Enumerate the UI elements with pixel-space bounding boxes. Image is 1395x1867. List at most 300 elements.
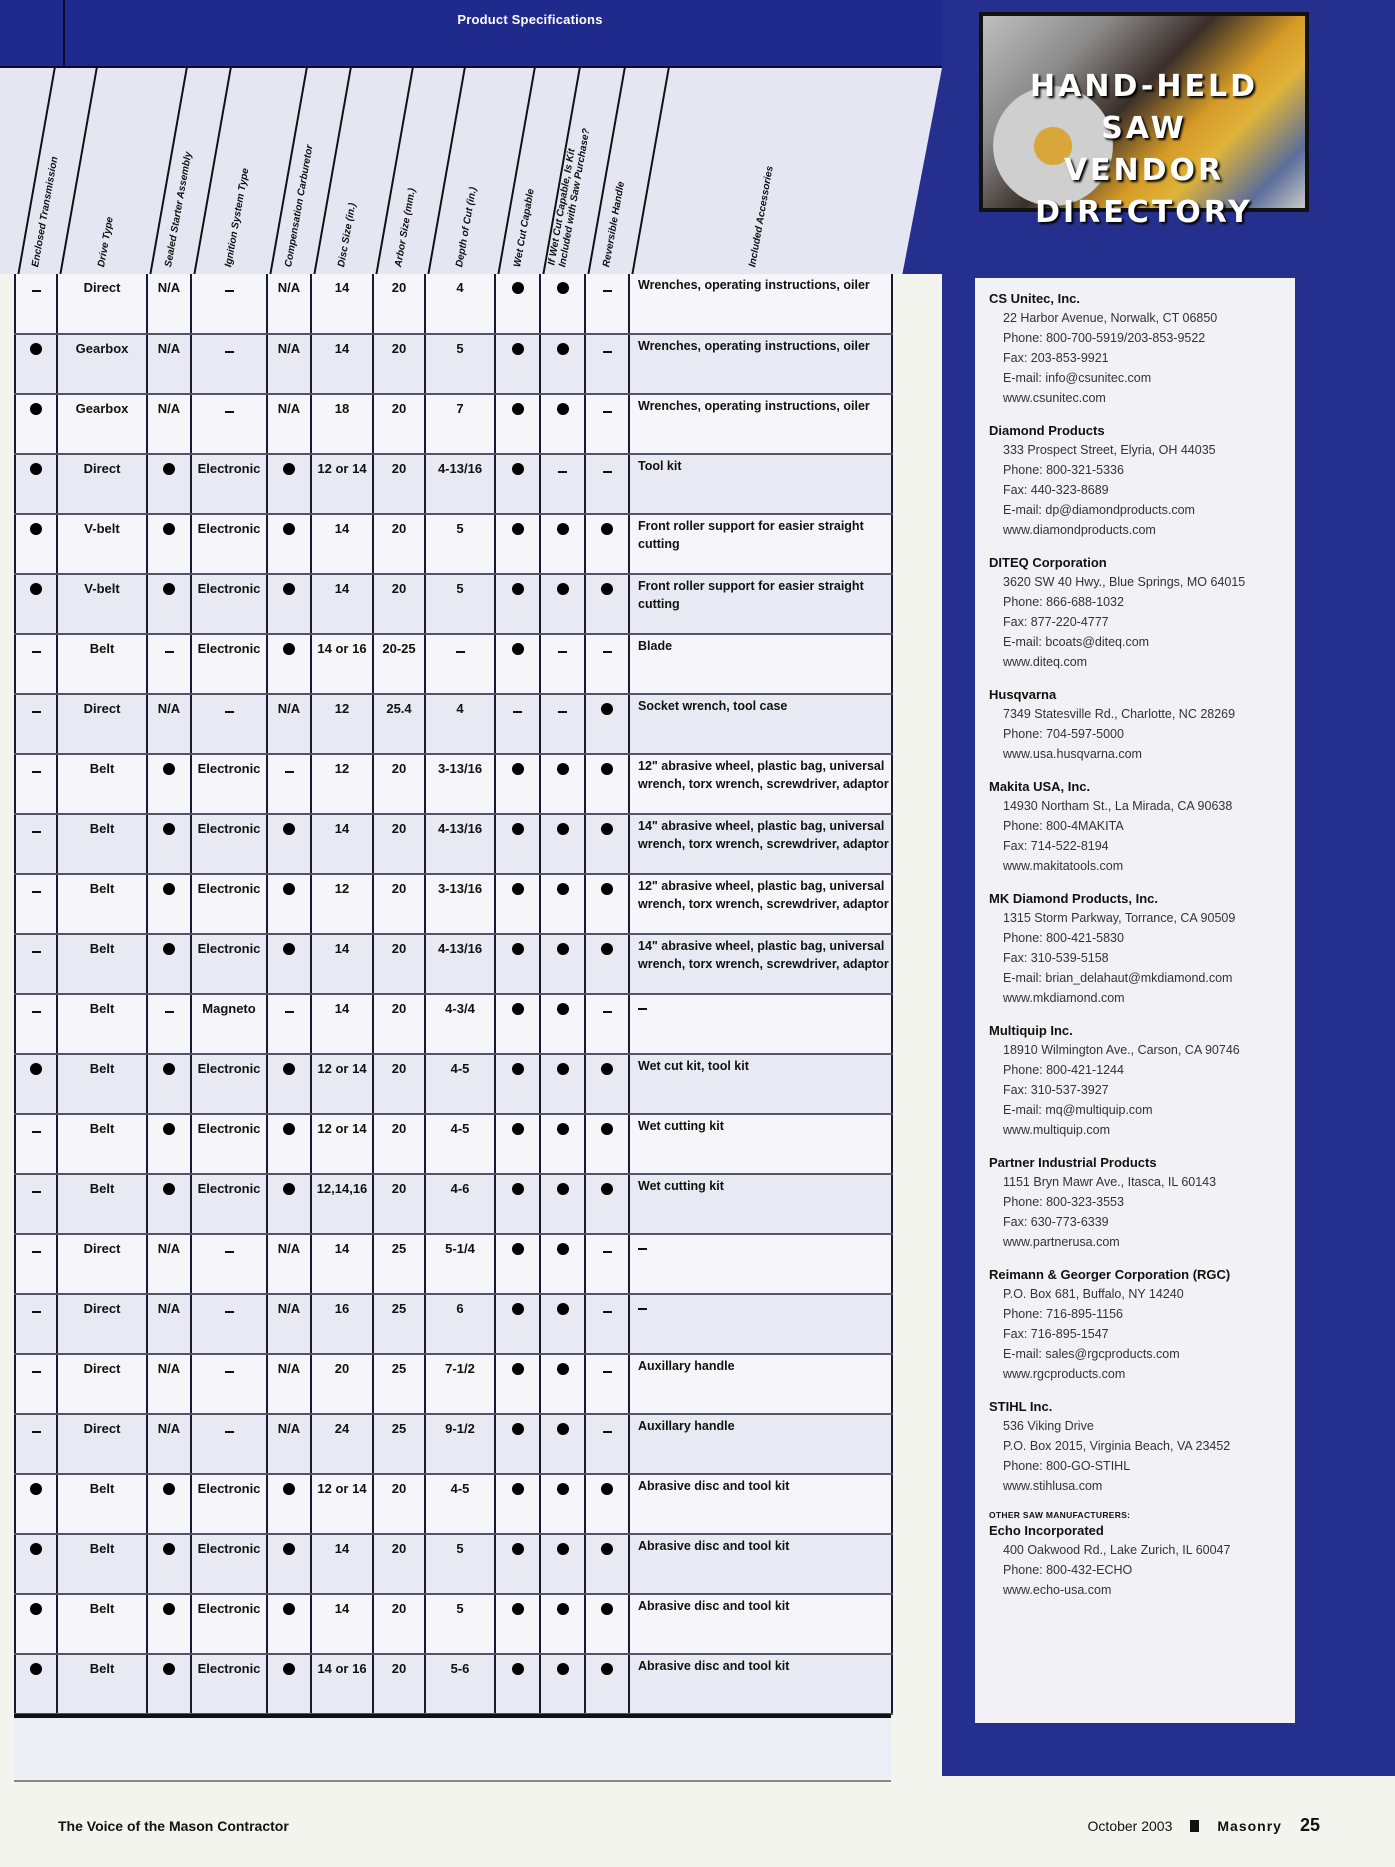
- table-cell: [15, 1654, 57, 1714]
- cell-text: 20: [391, 941, 407, 956]
- vendor-directory-photo: [979, 12, 1309, 230]
- table-cell: [585, 1594, 629, 1654]
- table-cell: [57, 1594, 147, 1654]
- cell-text: 6: [456, 1301, 464, 1316]
- table-cell: [495, 1654, 540, 1714]
- column-header: Sealed Starter Assembly: [163, 150, 195, 268]
- cell-text: N/A: [277, 1241, 301, 1256]
- filled-dot-icon: [557, 1603, 569, 1615]
- vendor-entry: [989, 1154, 1281, 1252]
- directory-title-line-1: HAND-HELD SAW: [1030, 69, 1258, 146]
- vendor-entry: [989, 422, 1281, 540]
- table-cell: [425, 1294, 495, 1354]
- cell-text: 20: [391, 1061, 407, 1076]
- cell-text: 4-13/16: [437, 941, 483, 956]
- table-cell: [425, 1354, 495, 1414]
- table-cell: [311, 1654, 373, 1714]
- table-cell: [191, 634, 267, 694]
- cell-text: 14: [334, 280, 350, 295]
- table-cell: [191, 274, 267, 334]
- table-row: [15, 934, 892, 994]
- vendor-email[interactable]: E-mail: brian_delahaut@mkdiamond.com: [1003, 971, 1233, 985]
- table-cell: [15, 1414, 57, 1474]
- table-cell: [425, 1534, 495, 1594]
- vendor-website[interactable]: www.stihlusa.com: [1003, 1479, 1103, 1493]
- table-cell: [311, 934, 373, 994]
- cell-text: 12" abrasive wheel, plastic bag, universal wrench, torx wrench, screwdriver, adaptor: [638, 879, 889, 911]
- table-cell: [311, 1114, 373, 1174]
- filled-dot-icon: [557, 1483, 569, 1495]
- dash-icon: [32, 1431, 41, 1433]
- dash-icon: [603, 1431, 612, 1433]
- vendor-website[interactable]: www.partnerusa.com: [1003, 1235, 1120, 1249]
- table-cell: [585, 1054, 629, 1114]
- table-cell: [540, 934, 585, 994]
- vendor-entry: [989, 1522, 1281, 1600]
- vendor-entry: [989, 1266, 1281, 1384]
- table-cell: [267, 634, 311, 694]
- cell-text: 25: [391, 1301, 407, 1316]
- column-header: Wet Cut Capable: [511, 188, 537, 268]
- filled-dot-icon: [30, 583, 42, 595]
- column-headers: [0, 66, 942, 274]
- table-row: [15, 454, 892, 514]
- vendor-website[interactable]: www.diteq.com: [1003, 655, 1088, 669]
- vendor-website[interactable]: www.diamondproducts.com: [1003, 523, 1156, 537]
- table-cell: [147, 454, 191, 514]
- cell-text: 25: [391, 1241, 407, 1256]
- cell-text: 4-5: [450, 1481, 470, 1496]
- table-cell: [585, 874, 629, 934]
- table-cell: [191, 814, 267, 874]
- dash-icon: [32, 891, 41, 893]
- filled-dot-icon: [601, 1123, 613, 1135]
- filled-dot-icon: [30, 463, 42, 475]
- dash-icon: [603, 290, 612, 292]
- table-cell: [15, 1534, 57, 1594]
- dash-icon: [32, 1311, 41, 1313]
- filled-dot-icon: [163, 943, 175, 955]
- table-cell: [147, 1234, 191, 1294]
- column-header: Disc Size (in.): [336, 202, 359, 268]
- vendor-address: 333 Prospect Street, Elyria, OH 44035: [1003, 443, 1216, 457]
- filled-dot-icon: [283, 943, 295, 955]
- vendor-email[interactable]: E-mail: info@csunitec.com: [1003, 371, 1152, 385]
- filled-dot-icon: [283, 1483, 295, 1495]
- vendor-phone: Phone: 716-895-1156: [1003, 1307, 1124, 1321]
- table-cell: [267, 1654, 311, 1714]
- cell-text: Socket wrench, tool case: [638, 699, 788, 713]
- column-header: Compensation Carburetor: [283, 144, 316, 268]
- table-cell: [629, 574, 892, 634]
- filled-dot-icon: [512, 1123, 524, 1135]
- table-cell: [191, 934, 267, 994]
- table-cell: [57, 1174, 147, 1234]
- table-cell: [495, 394, 540, 454]
- filled-dot-icon: [512, 823, 524, 835]
- filled-dot-icon: [601, 1543, 613, 1555]
- table-cell: [267, 1234, 311, 1294]
- filled-dot-icon: [163, 583, 175, 595]
- table-cell: [15, 514, 57, 574]
- table-cell: [311, 1174, 373, 1234]
- vendor-name: Diamond Products: [989, 423, 1105, 438]
- cell-text: Direct: [83, 280, 121, 295]
- table-cell: [373, 634, 425, 694]
- cell-text: Wet cutting kit: [638, 1179, 724, 1193]
- vendor-name: Multiquip Inc.: [989, 1023, 1073, 1038]
- cell-text: N/A: [157, 280, 181, 295]
- table-cell: [629, 1114, 892, 1174]
- vendor-email[interactable]: E-mail: sales@rgcproducts.com: [1003, 1347, 1180, 1361]
- table-cell: [57, 814, 147, 874]
- table-cell: [540, 454, 585, 514]
- table-cell: [57, 1054, 147, 1114]
- cell-text: Electronic: [197, 641, 261, 656]
- cell-text: 25.4: [386, 701, 412, 716]
- table-cell: [267, 694, 311, 754]
- dash-icon: [558, 471, 567, 473]
- filled-dot-icon: [30, 1663, 42, 1675]
- filled-dot-icon: [30, 1063, 42, 1075]
- table-cell: [585, 394, 629, 454]
- vendor-email[interactable]: E-mail: bcoats@diteq.com: [1003, 635, 1150, 649]
- table-cell: [373, 1414, 425, 1474]
- page-rule: [14, 1780, 891, 1782]
- filled-dot-icon: [512, 583, 524, 595]
- cell-text: 5: [456, 1601, 464, 1616]
- dash-icon: [558, 711, 567, 713]
- vendor-address: 14930 Northam St., La Mirada, CA 90638: [1003, 799, 1233, 813]
- cell-text: Blade: [638, 639, 673, 653]
- table-cell: [373, 1474, 425, 1534]
- table-cell: [57, 1114, 147, 1174]
- header-column-divider: [192, 68, 232, 274]
- table-cell: [585, 574, 629, 634]
- filled-dot-icon: [512, 883, 524, 895]
- column-header: Arbor Size (mm.): [393, 187, 418, 268]
- table-cell: [15, 1234, 57, 1294]
- vendor-address: 1151 Bryn Mawr Ave., Itasca, IL 60143: [1003, 1175, 1217, 1189]
- table-row: [15, 994, 892, 1054]
- cell-text: Gearbox: [75, 341, 129, 356]
- table-cell: [585, 994, 629, 1054]
- table-cell: [373, 694, 425, 754]
- table-cell: [15, 274, 57, 334]
- cell-text: Direct: [83, 461, 121, 476]
- cell-text: 12: [334, 701, 350, 716]
- cell-text: Auxillary handle: [638, 1359, 735, 1373]
- filled-dot-icon: [283, 823, 295, 835]
- table-cell: [191, 754, 267, 814]
- filled-dot-icon: [283, 643, 295, 655]
- cell-text: 4-13/16: [437, 821, 483, 836]
- filled-dot-icon: [557, 282, 569, 294]
- vendor-website[interactable]: www.mkdiamond.com: [1003, 991, 1125, 1005]
- filled-dot-icon: [512, 1183, 524, 1195]
- table-cell: [425, 1414, 495, 1474]
- directory-title-line-2: VENDOR: [1063, 153, 1225, 188]
- table-cell: [585, 1474, 629, 1534]
- filled-dot-icon: [512, 943, 524, 955]
- filled-dot-icon: [163, 1183, 175, 1195]
- table-cell: [15, 1354, 57, 1414]
- filled-dot-icon: [512, 763, 524, 775]
- table-cell: [425, 514, 495, 574]
- cell-text: V-belt: [84, 581, 120, 596]
- table-cell: [191, 1174, 267, 1234]
- table-cell: [425, 454, 495, 514]
- table-cell: [311, 1354, 373, 1414]
- cell-text: 5-6: [450, 1661, 470, 1676]
- table-cell: [15, 934, 57, 994]
- filled-dot-icon: [163, 463, 175, 475]
- table-cell: [629, 694, 892, 754]
- footer-date: October 2003: [1087, 1817, 1173, 1834]
- table-cell: [373, 814, 425, 874]
- table-cell: [57, 994, 147, 1054]
- vendor-fax: Fax: 440-323-8689: [1003, 483, 1109, 497]
- filled-dot-icon: [163, 1603, 175, 1615]
- dash-icon: [165, 651, 174, 653]
- table-cell: [147, 1294, 191, 1354]
- dash-icon: [32, 290, 41, 292]
- vendor-email[interactable]: E-mail: mq@multiquip.com: [1003, 1103, 1153, 1117]
- table-cell: [147, 1054, 191, 1114]
- cell-text: 5: [456, 521, 464, 536]
- table-cell: [147, 394, 191, 454]
- vendor-website[interactable]: www.makitatools.com: [1003, 859, 1124, 873]
- cell-text: 20: [391, 1601, 407, 1616]
- table-cell: [147, 514, 191, 574]
- cell-text: 14: [334, 341, 350, 356]
- vendor-directory-list: [975, 278, 1295, 1723]
- filled-dot-icon: [512, 403, 524, 415]
- filled-dot-icon: [557, 943, 569, 955]
- table-cell: [311, 574, 373, 634]
- dash-icon: [165, 1011, 174, 1013]
- table-cell: [57, 394, 147, 454]
- table-cell: [585, 814, 629, 874]
- table-row: [15, 574, 892, 634]
- table-cell: [147, 994, 191, 1054]
- square-bullet-icon: [1190, 1820, 1199, 1832]
- vendor-email[interactable]: E-mail: dp@diamondproducts.com: [1003, 503, 1195, 517]
- table-cell: [540, 1114, 585, 1174]
- table-cell: [425, 934, 495, 994]
- vendor-phone: Phone: 800-321-5336: [1003, 463, 1124, 477]
- table-cell: [191, 1594, 267, 1654]
- table-row: [15, 634, 892, 694]
- dash-icon: [285, 1011, 294, 1013]
- cell-text: 14: [334, 821, 350, 836]
- table-cell: [540, 694, 585, 754]
- cell-text: 20: [391, 1001, 407, 1016]
- filled-dot-icon: [557, 583, 569, 595]
- table-cell: [540, 1414, 585, 1474]
- table-row: [15, 1054, 892, 1114]
- table-cell: [311, 874, 373, 934]
- table-cell: [267, 874, 311, 934]
- vendor-fax: Fax: 714-522-8194: [1003, 839, 1109, 853]
- dash-icon: [225, 711, 234, 713]
- table-cell: [540, 1654, 585, 1714]
- cell-text: Wet cutting kit: [638, 1119, 724, 1133]
- cell-text: Gearbox: [75, 401, 129, 416]
- vendor-website[interactable]: www.usa.husqvarna.com: [1003, 747, 1142, 761]
- table-cell: [15, 1114, 57, 1174]
- cell-text: Electronic: [197, 1661, 261, 1676]
- filled-dot-icon: [557, 823, 569, 835]
- table-cell: [540, 1294, 585, 1354]
- cell-text: Electronic: [197, 881, 261, 896]
- cell-text: 20: [391, 461, 407, 476]
- table-cell: [585, 694, 629, 754]
- cell-text: 14" abrasive wheel, plastic bag, universal wrench, torx wrench, screwdriver, adaptor: [638, 819, 889, 851]
- table-cell: [425, 994, 495, 1054]
- table-cell: [495, 454, 540, 514]
- filled-dot-icon: [30, 1543, 42, 1555]
- table-cell: [629, 334, 892, 394]
- dash-icon: [225, 1251, 234, 1253]
- table-cell: [311, 1594, 373, 1654]
- filled-dot-icon: [512, 1543, 524, 1555]
- table-cell: [495, 1054, 540, 1114]
- vendor-name: Makita USA, Inc.: [989, 779, 1091, 794]
- filled-dot-icon: [557, 1663, 569, 1675]
- table-cell: [425, 1234, 495, 1294]
- section-title: Product Specifications: [457, 12, 603, 27]
- filled-dot-icon: [601, 1483, 613, 1495]
- filled-dot-icon: [557, 763, 569, 775]
- dash-icon: [225, 411, 234, 413]
- table-row: [15, 814, 892, 874]
- table-cell: [373, 994, 425, 1054]
- table-cell: [147, 1414, 191, 1474]
- vendor-website[interactable]: www.echo-usa.com: [1003, 1583, 1112, 1597]
- table-cell: [585, 514, 629, 574]
- filled-dot-icon: [601, 1663, 613, 1675]
- table-cell: [311, 634, 373, 694]
- cell-text: Electronic: [197, 1121, 261, 1136]
- table-cell: [425, 1114, 495, 1174]
- dash-icon: [513, 711, 522, 713]
- table-cell: [191, 1414, 267, 1474]
- table-cell: [373, 1294, 425, 1354]
- vendor-phone: Phone: 800-4MAKITA: [1003, 819, 1124, 833]
- filled-dot-icon: [601, 883, 613, 895]
- cell-text: Abrasive disc and tool kit: [638, 1539, 790, 1553]
- filled-dot-icon: [283, 583, 295, 595]
- filled-dot-icon: [512, 643, 524, 655]
- filled-dot-icon: [163, 1663, 175, 1675]
- table-row: [15, 874, 892, 934]
- cell-text: 12 or 14: [317, 1481, 367, 1496]
- table-cell: [15, 1054, 57, 1114]
- table-row: [15, 1114, 892, 1174]
- table-cell: [585, 1354, 629, 1414]
- table-cell: [540, 574, 585, 634]
- table-cell: [57, 874, 147, 934]
- dash-icon: [225, 1371, 234, 1373]
- table-cell: [425, 574, 495, 634]
- table-cell: [495, 694, 540, 754]
- table-cell: [585, 1114, 629, 1174]
- filled-dot-icon: [163, 1483, 175, 1495]
- table-cell: [540, 754, 585, 814]
- table-cell: [540, 1054, 585, 1114]
- cell-text: Belt: [89, 881, 115, 896]
- filled-dot-icon: [283, 1063, 295, 1075]
- other-manufacturers-label: OTHER SAW MANUFACTURERS:: [989, 1510, 1131, 1520]
- filled-dot-icon: [601, 1603, 613, 1615]
- cell-text: Electronic: [197, 821, 261, 836]
- table-cell: [629, 1234, 892, 1294]
- table-cell: [147, 874, 191, 934]
- vendor-website[interactable]: www.rgcproducts.com: [1003, 1367, 1126, 1381]
- table-row: [15, 514, 892, 574]
- cell-text: 20-25: [382, 641, 416, 656]
- cell-text: Direct: [83, 1361, 121, 1376]
- vendor-fax: Fax: 716-895-1547: [1003, 1327, 1109, 1341]
- cell-text: 16: [334, 1301, 350, 1316]
- table-cell: [191, 1294, 267, 1354]
- table-cell: [373, 1234, 425, 1294]
- table-cell: [15, 994, 57, 1054]
- table-cell: [585, 1654, 629, 1714]
- filled-dot-icon: [163, 1543, 175, 1555]
- cell-text: 20: [391, 821, 407, 836]
- table-cell: [540, 634, 585, 694]
- dash-icon: [285, 771, 294, 773]
- cell-text: Electronic: [197, 1181, 261, 1196]
- cell-text: 3-13/16: [437, 881, 483, 896]
- table-row: [15, 1474, 892, 1534]
- column-header: Reversible Handle: [601, 180, 628, 268]
- vendor-website[interactable]: www.csunitec.com: [1003, 391, 1106, 405]
- cell-text: N/A: [277, 701, 301, 716]
- vendor-fax: Fax: 310-539-5158: [1003, 951, 1109, 965]
- vendor-fax: Fax: 310-537-3927: [1003, 1083, 1109, 1097]
- table-cell: [495, 634, 540, 694]
- vendor-address: P.O. Box 681, Buffalo, NY 14240: [1003, 1287, 1184, 1301]
- cell-text: Belt: [89, 1601, 115, 1616]
- cell-text: N/A: [157, 1241, 181, 1256]
- table-cell: [147, 814, 191, 874]
- table-cell: [311, 1294, 373, 1354]
- table-cell: [629, 1474, 892, 1534]
- header-slant-edge: [902, 68, 942, 274]
- cell-text: Belt: [89, 641, 115, 656]
- table-cell: [425, 814, 495, 874]
- table-cell: [629, 754, 892, 814]
- vendor-website[interactable]: www.multiquip.com: [1003, 1123, 1110, 1137]
- table-cell: [57, 514, 147, 574]
- cell-text: 20: [391, 1181, 407, 1196]
- cell-text: N/A: [277, 1301, 301, 1316]
- cell-text: Belt: [89, 1121, 115, 1136]
- cell-text: Electronic: [197, 941, 261, 956]
- table-cell: [540, 1174, 585, 1234]
- filled-dot-icon: [557, 1303, 569, 1315]
- vendor-entry: [989, 890, 1281, 1008]
- vendor-phone: Phone: 800-432-ECHO: [1003, 1563, 1133, 1577]
- table-cell: [585, 454, 629, 514]
- cell-text: Belt: [89, 1541, 115, 1556]
- filled-dot-icon: [557, 1363, 569, 1375]
- filled-dot-icon: [557, 343, 569, 355]
- filled-dot-icon: [601, 583, 613, 595]
